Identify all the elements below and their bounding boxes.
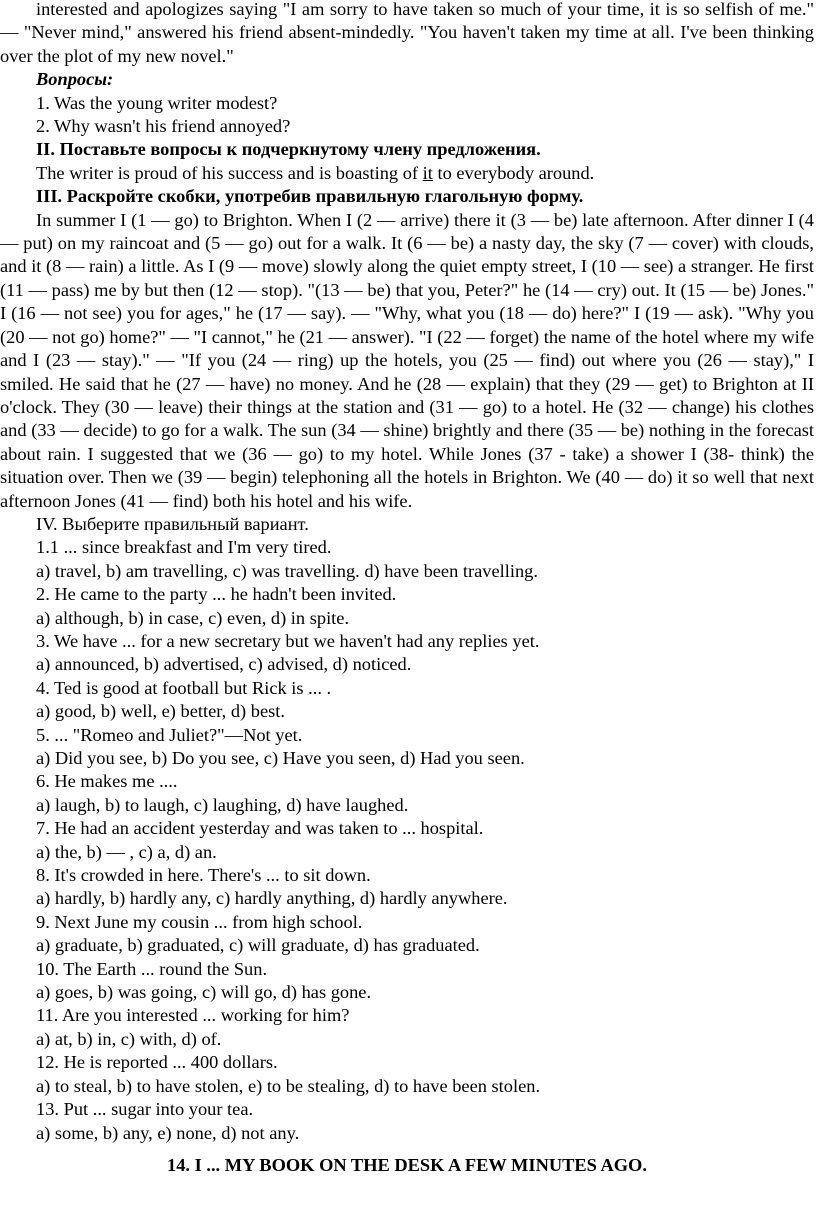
task4-list xyxy=(0,536,814,1145)
task3-text: In summer I (1 — go) to Brighton. When I (2 — arrive) there it (3 — be) late afternoon. After dinner I (4 — put) on my raincoat and (5 — go) out for a walk. It (6 — be) a nasty day, the sky (7 — cover) with clouds, and it (8 — rain) a little. As I (9 — move) slowly along the quiet empty street, I (10 — see) a stranger. He first (11 — pass) me by but then (12 — stop). "(13 — be) that you, Peter?" he (14 — cry) out. It (15 — be) Jones." I (16 — not see) you for ages," he (17 — say). — "Why, what you (18 — do) here?" I (19 — ask). "Why you (20 — not go) home?" — "I cannot," he (21 — answer). "I (22 — forget) the name of the hotel where my wife and I (23 — stay)." — "If you (24 — ring) up the hotels, you (25 — find) out where you (26 — stay)," I smiled. He said that he (27 — have) no money. And he (28 — explain) that they (29 — get) to Brighton at II o'clock. They (30 — leave) their things at the station and (31 — go) to a hotel. He (32 — change) his clothes and (33 — decide) to go for a walk. The sun (34 — shine) brightly and there (35 — be) nothing in the forecast about rain. I suggested that we (36 — go) to my hotel. While Jones (37 - take) a shower I (38- think) the situation over. Then we (39 — begin) telephoning all the hotels in Brighton. We (40 — do) it so well that next afternoon Jones (41 — find) both his hotel and his wife. xyxy=(0,209,814,511)
task4-line: 2. He came to the party ... he hadn't been invited. xyxy=(36,584,397,605)
task4-line: 6. He makes me .... xyxy=(36,771,178,792)
task4-line: 8. It's crowded in here. There's ... to sit down. xyxy=(36,865,371,886)
task4-line: 10. The Earth ... round the Sun. xyxy=(36,958,268,979)
final-title: 14. I ... MY BOOK ON THE DESK A FEW MINUTES AGO. xyxy=(167,1154,647,1175)
task4-line: a) some, b) any, e) none, d) not any. xyxy=(36,1122,300,1143)
question-item-2: 2. Why wasn't his friend annoyed? xyxy=(36,116,291,137)
task4-line: 5. ... "Romeo and Juliet?"—Not yet. xyxy=(36,724,303,745)
task3-heading: III. Раскройте скобки, употребив правильную глагольную форму. xyxy=(36,186,584,207)
question-item-1: 1. Was the young writer modest? xyxy=(36,92,278,113)
task4-line: a) goes, b) was going, c) will go, d) has gone. xyxy=(36,982,372,1003)
task4-line: 4. Ted is good at football but Rick is ... . xyxy=(36,677,332,698)
task4-line: 3. We have ... for a new secretary but we haven't had any replies yet. xyxy=(36,630,540,651)
task4-line: a) graduate, b) graduated, c) will graduate, d) has graduated. xyxy=(36,935,480,956)
task4-line: a) hardly, b) hardly any, c) hardly anything, d) hardly anywhere. xyxy=(36,888,508,909)
task4-line: 9. Next June my cousin ... from high school. xyxy=(36,911,363,932)
task4-line: 11. Are you interested ... working for him? xyxy=(36,1005,350,1026)
task4-line: a) to steal, b) to have stolen, e) to be stealing, d) to have been stolen. xyxy=(36,1075,541,1096)
questions-heading: Вопросы: xyxy=(36,69,114,90)
task4-line: a) at, b) in, c) with, d) of. xyxy=(36,1028,222,1049)
task2-sentence xyxy=(0,162,814,185)
task4-line: 13. Put ... sugar into your tea. xyxy=(36,1099,254,1120)
task2-sentence-after: to everybody around. xyxy=(432,162,595,183)
task4-line: a) good, b) well, e) better, d) best. xyxy=(36,701,285,722)
task2-sentence-before: The writer is proud of his success and is boasting of xyxy=(36,162,423,183)
task4-line: a) announced, b) advertised, c) advised, d) noticed. xyxy=(36,654,412,675)
task4-line: a) laugh, b) to laugh, c) laughing, d) have laughed. xyxy=(36,794,409,815)
task2-heading: II. Поставьте вопросы к подчеркнутому члену предложения. xyxy=(36,139,541,160)
task4-line: 7. He had an accident yesterday and was taken to ... hospital. xyxy=(36,818,484,839)
task4-line: a) the, b) — , c) a, d) an. xyxy=(36,841,217,862)
task4-line: 1.1 ... since breakfast and I'm very tired. xyxy=(36,537,332,558)
task4-line: a) although, b) in case, c) even, d) in spite. xyxy=(36,607,350,628)
task4-line: a) travel, b) am travelling, c) was travelling. d) have been travelling. xyxy=(36,560,538,581)
task4-heading: IV. Выберите правильный вариант. xyxy=(36,513,309,534)
task4-line: a) Did you see, b) Do you see, c) Have you seen, d) Had you seen. xyxy=(36,748,525,768)
task2-underlined-word: it xyxy=(422,162,433,183)
intro-paragraph: interested and apologizes saying "I am sorry to have taken so much of your time, it is so selfish of me." — "Never mind," answered his friend absent-mindedly. "You haven't taken my time at all. I've been thinking over the plot of my new novel." xyxy=(0,0,814,66)
task4-line: 12. He is reported ... 400 dollars. xyxy=(36,1052,278,1073)
